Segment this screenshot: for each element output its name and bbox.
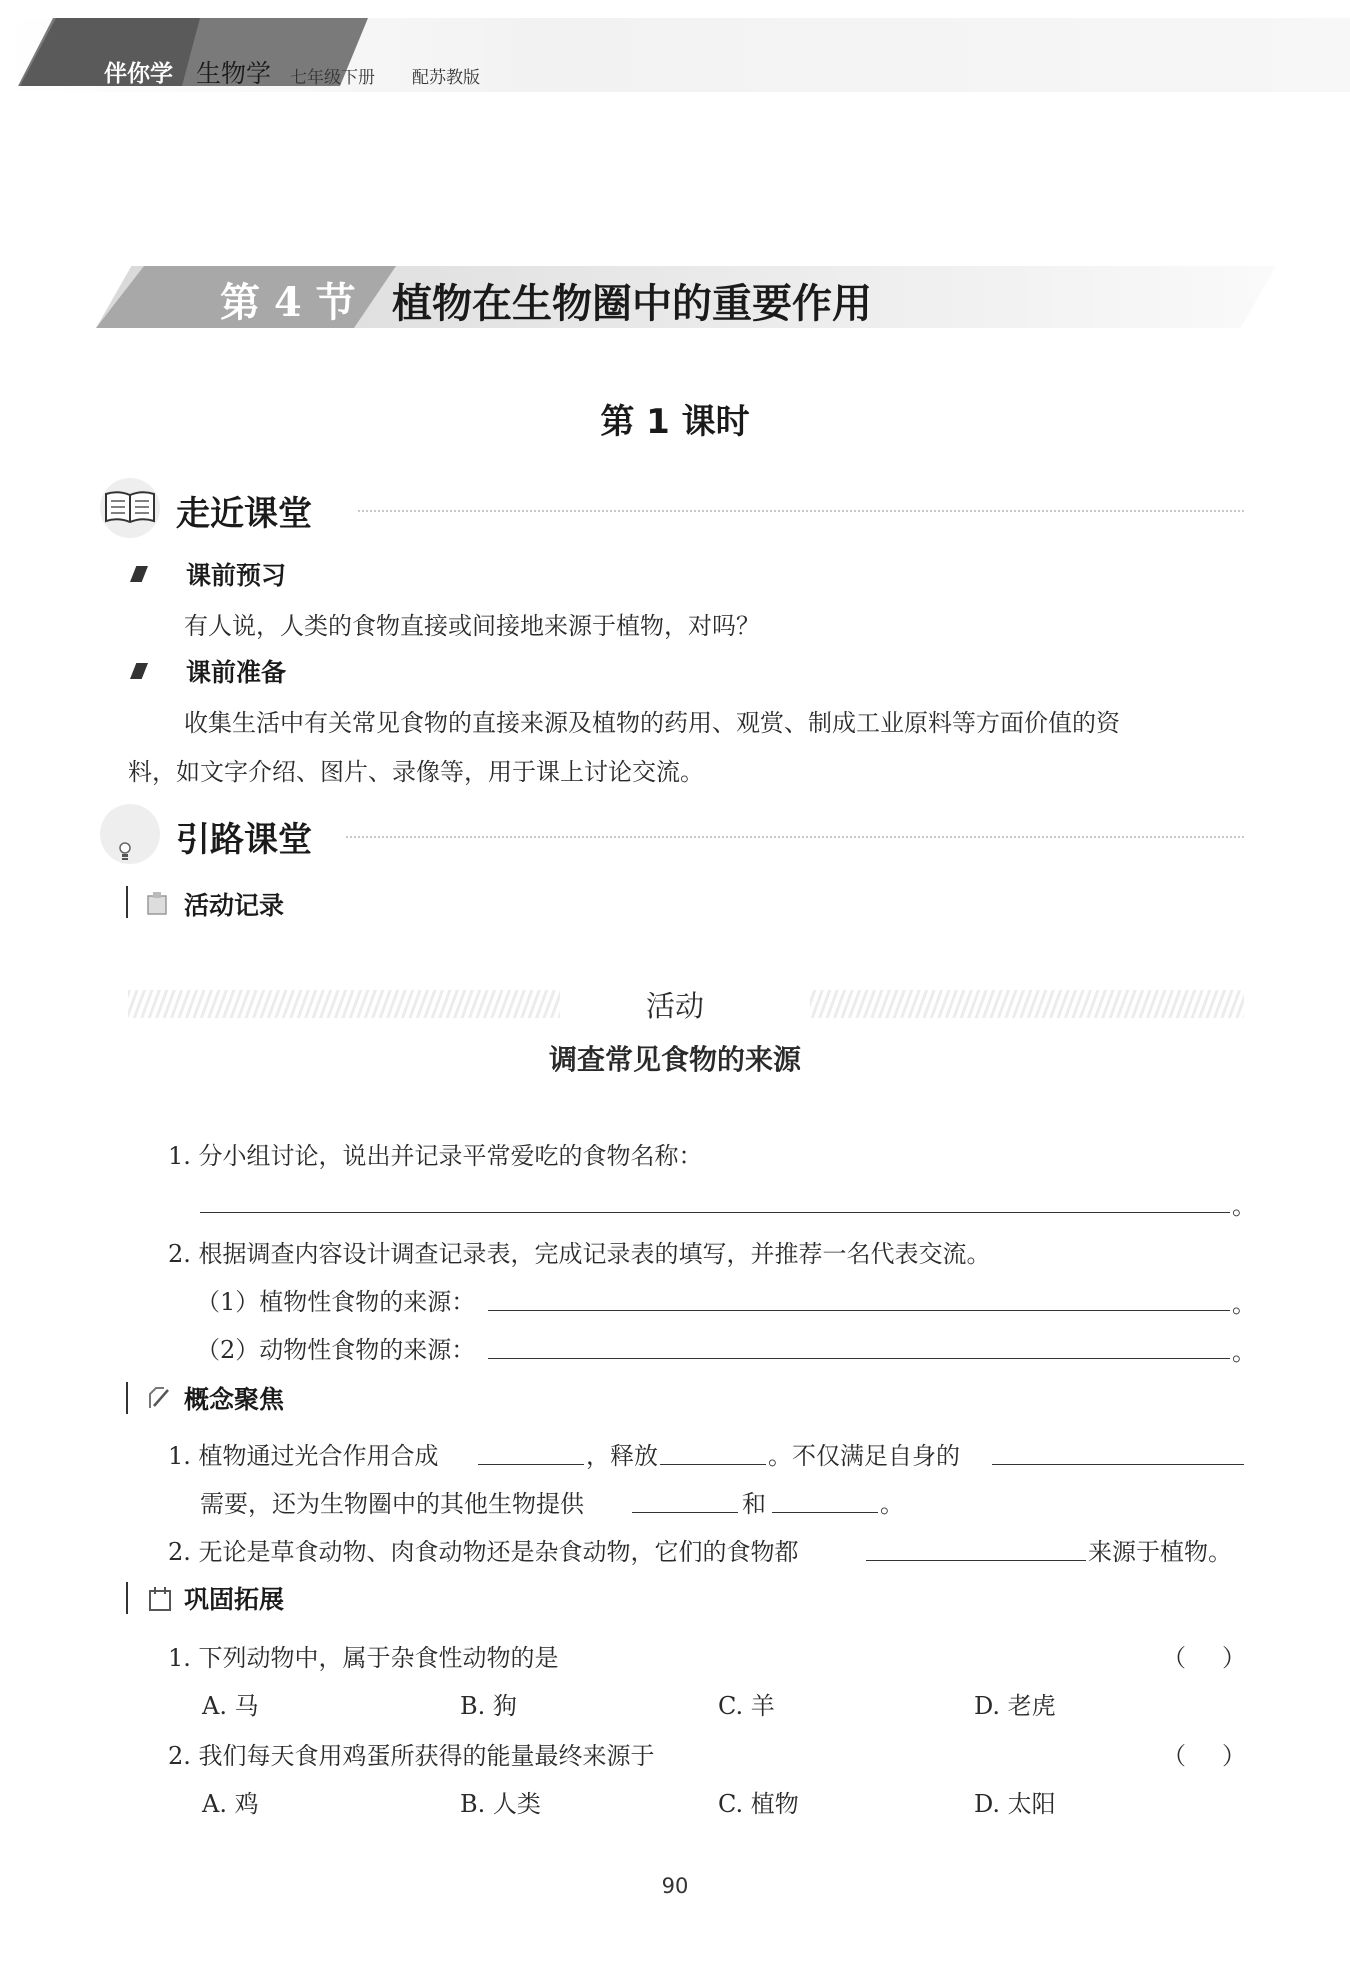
activity-label: 活动	[645, 989, 704, 1023]
book-icon	[104, 490, 156, 524]
q1-option-a[interactable]: A. 马	[202, 1692, 259, 1720]
activity-q2-1: （1）植物性食物的来源：	[196, 1288, 476, 1316]
concept-1-d: 需要，还为生物圈中的其他生物提供	[200, 1490, 584, 1518]
answer-line[interactable]	[200, 1212, 1230, 1213]
concept-2-a: 2. 无论是草食动物、肉食动物还是杂食动物，它们的食物都	[168, 1538, 799, 1566]
q1-option-c[interactable]: C. 羊	[718, 1692, 775, 1720]
subsection-prep: 课前准备	[186, 658, 287, 687]
section-title: 植物在生物圈中的重要作用	[392, 280, 872, 327]
activity-title: 调查常见食物的来源	[548, 1043, 801, 1076]
subsection-concept: 概念聚焦	[184, 1385, 285, 1414]
extend-q1: 1. 下列动物中，属于杂食性动物的是	[168, 1644, 559, 1672]
blank-line[interactable]	[772, 1512, 878, 1513]
q1-option-b[interactable]: B. 狗	[460, 1692, 517, 1720]
blank-line[interactable]	[660, 1464, 766, 1465]
header-edition: 配苏教版	[412, 68, 480, 88]
blank-line[interactable]	[478, 1464, 584, 1465]
q1-option-d[interactable]: D. 老虎	[974, 1692, 1056, 1720]
concept-2-b: 来源于植物。	[1088, 1538, 1232, 1566]
concept-1-c: 。不仅满足自身的	[768, 1442, 960, 1470]
answer-bracket-close: ）	[1222, 1644, 1246, 1672]
blank-line[interactable]	[866, 1560, 1086, 1561]
lesson-title: 第 1 课时	[600, 402, 750, 442]
blank-line[interactable]	[632, 1512, 738, 1513]
extend-q2: 2. 我们每天食用鸡蛋所获得的能量最终来源于	[168, 1742, 655, 1770]
q2-option-b[interactable]: B. 人类	[460, 1790, 541, 1818]
concept-1-a: 1. 植物通过光合作用合成	[168, 1442, 439, 1470]
answer-bracket-close: ）	[1222, 1742, 1246, 1770]
module-title-approach: 走近课堂	[176, 494, 312, 534]
subsection-bar	[126, 1582, 128, 1614]
concept-1-e: 和	[742, 1490, 766, 1518]
subsection-record: 活动记录	[184, 891, 285, 920]
header-subject: 生物学	[196, 59, 272, 88]
activity-q1: 1. 分小组讨论，说出并记录平常爱吃的食物名称：	[168, 1142, 703, 1170]
answer-bracket-open: （	[1162, 1742, 1186, 1770]
answer-line[interactable]	[488, 1310, 1230, 1311]
activity-q2-2: （2）动物性食物的来源：	[196, 1336, 476, 1364]
prep-text-line2: 料，如文字介绍、图片、录像等，用于课上讨论交流。	[128, 758, 704, 786]
section-number: 第 4 节	[220, 279, 356, 326]
header-grade: 七年级下册	[290, 68, 375, 88]
module-divider	[346, 836, 1244, 838]
subsection-extend: 巩固拓展	[184, 1585, 285, 1614]
activity-q2: 2. 根据调查内容设计调查记录表，完成记录表的填写，并推荐一名代表交流。	[168, 1240, 991, 1268]
period: 。	[1232, 1338, 1256, 1366]
period: 。	[1232, 1192, 1256, 1220]
calendar-icon	[148, 1586, 172, 1612]
period: 。	[1232, 1290, 1256, 1318]
q2-option-a[interactable]: A. 鸡	[202, 1790, 259, 1818]
preview-text: 有人说，人类的食物直接或间接地来源于植物，对吗？	[184, 612, 760, 640]
answer-bracket-open: （	[1162, 1644, 1186, 1672]
q2-option-d[interactable]: D. 太阳	[974, 1790, 1056, 1818]
subsection-marker	[130, 566, 148, 582]
subsection-bar	[126, 886, 128, 918]
pencil-icon	[146, 1384, 172, 1412]
subsection-marker	[130, 663, 148, 679]
header-brand: 伴你学	[104, 61, 173, 87]
subsection-preview: 课前预习	[186, 561, 287, 590]
lightbulb-icon	[118, 842, 132, 862]
answer-line[interactable]	[488, 1358, 1230, 1359]
concept-1-b: ，释放	[586, 1442, 658, 1470]
module-title-guide: 引路课堂	[176, 820, 312, 860]
prep-text-line1: 收集生活中有关常见食物的直接来源及植物的药用、观赏、制成工业原料等方面价值的资	[184, 709, 1120, 737]
page-number: 90	[661, 1874, 689, 1898]
module-divider	[358, 510, 1244, 512]
blank-line[interactable]	[992, 1464, 1244, 1465]
concept-1-f: 。	[880, 1490, 904, 1518]
q2-option-c[interactable]: C. 植物	[718, 1790, 799, 1818]
subsection-bar	[126, 1382, 128, 1414]
clipboard-icon	[146, 890, 168, 916]
